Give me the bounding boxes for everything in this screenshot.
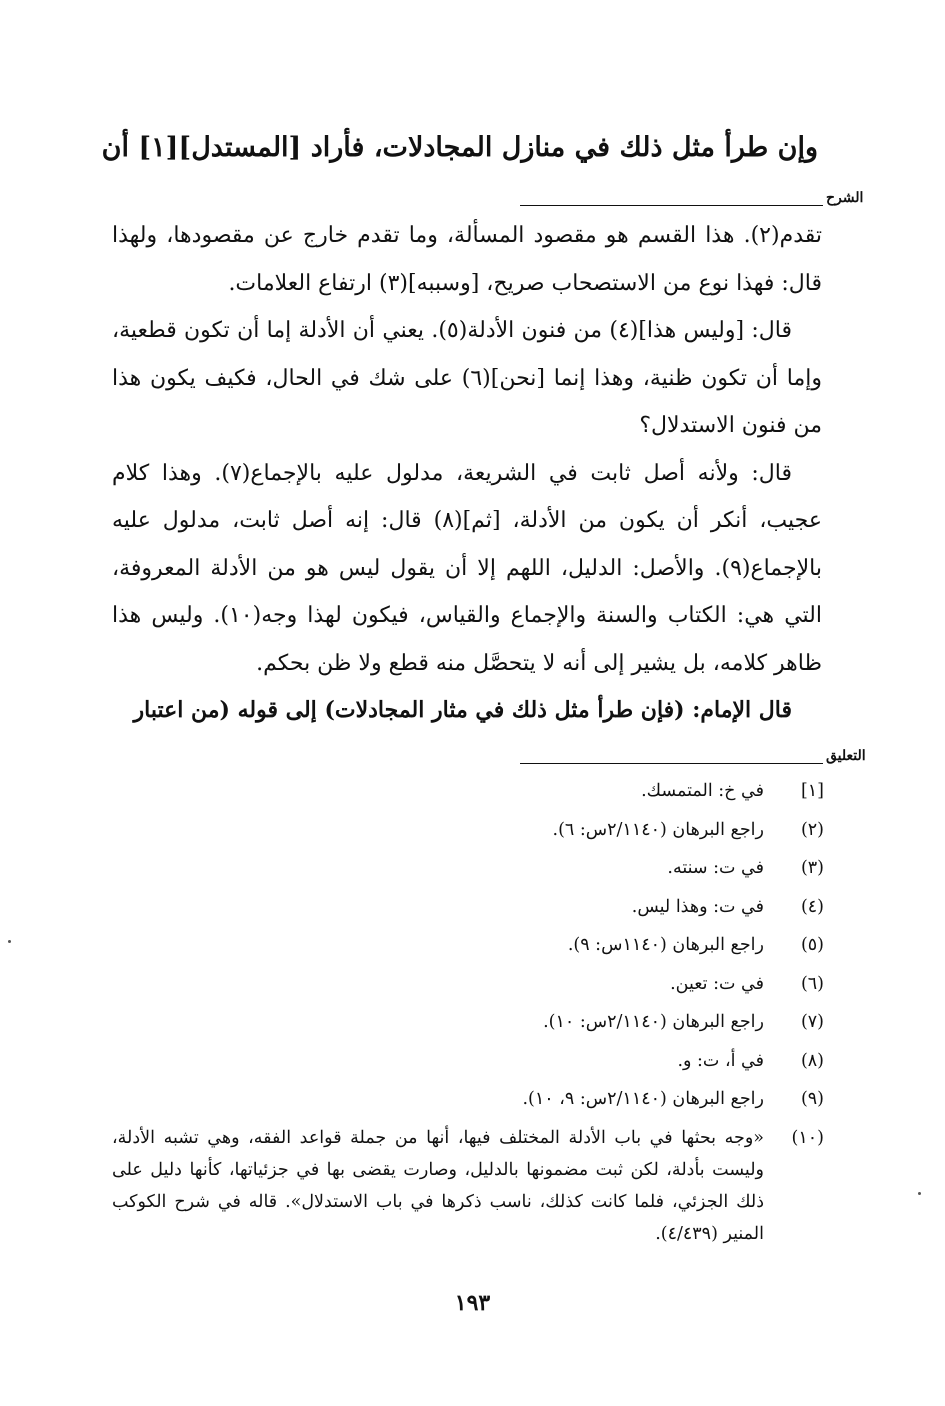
footnote-number: (٣) (800, 858, 824, 878)
footnote-number: (٩) (800, 1089, 824, 1109)
footnote (112, 1042, 824, 1081)
footnote (112, 926, 824, 965)
footnote-number: (٥) (800, 935, 824, 955)
footnote (112, 1080, 824, 1119)
footnote-text: «وجه بحثها في باب الأدلة المختلف فيها، أنها من جملة قواعد الفقه، وهي تشبه الأدلة، وليست بأدلة، لكن ثبت مضمونها بالدليل، وصارت يقضى بها في جزئياتها، كأنها دليل على ذلك الجزئي، فلما كانت كذلك، ناسب ذكرها في باب الاستدلال». قاله في شرح الكوكب المنير (٤/٤٣٩). (112, 1127, 764, 1244)
footnote-text: في ت: وهذا ليس. (631, 896, 764, 917)
footnote (112, 772, 824, 811)
footnote-number: (٢) (800, 819, 824, 840)
footnote-text: راجع البرهان (٢/١١٤٠س: ٩، ١٠). (522, 1089, 764, 1109)
footnote-number: (٨) (800, 1050, 824, 1071)
footnote-text: في ت: سنته. (667, 858, 764, 878)
taliq-divider (520, 763, 823, 764)
sharh-label: الشرح (826, 190, 864, 206)
taliq-label: التعليق (826, 748, 866, 764)
footnote-text: في أ، ت: و. (677, 1050, 764, 1071)
footnote-number: (٦) (800, 973, 824, 994)
page-number: ١٩٣ (454, 1290, 491, 1316)
footnote-text: في ت: تعين. (670, 973, 764, 994)
scan-speck (8, 940, 11, 943)
scan-speck (918, 1192, 921, 1195)
commentary-section (112, 212, 822, 735)
commentary-paragraph: تقدم(٢). هذا القسم هو مقصود المسألة، وما تقدم خارج عن مقصودها، ولهذا قال: فهذا نوع من الاستصحاب صريح، [وسببه](٣) ارتفاع العلامات. (112, 223, 822, 296)
footnote (112, 849, 824, 888)
footnote-number: [١] (800, 781, 824, 801)
footnote (112, 811, 824, 850)
footnote-number: (٧) (800, 1012, 824, 1032)
footnote-text: راجع البرهان (٢/١١٤٠س: ١٠). (543, 1012, 764, 1032)
footnote-number: (٤) (800, 896, 824, 917)
main-text-line: وإن طرأ مثل ذلك في منازل المجادلات، فأراد [المستدل][١] أن (101, 132, 818, 163)
footnote-text: راجع البرهان (٢/١١٤٠س: ٦). (552, 819, 764, 840)
sharh-divider (520, 205, 823, 206)
commentary-paragraph: قال الإمام: (فإن طرأ مثل ذلك في مثار المجادلات) إلى قوله (من اعتبار (133, 697, 792, 723)
footnotes-section (112, 772, 824, 1250)
footnote-number: (١٠) (791, 1127, 824, 1148)
commentary-paragraph: قال: [وليس هذا](٤) من فنون الأدلة(٥). يعني أن الأدلة إما أن تكون قطعية، وإما أن تكون ظنية، وهذا إنما [نحن](٦) على شك في الحال، فكيف يكون هذا من فنون الاستدلال؟ (112, 318, 822, 438)
footnote (112, 888, 824, 927)
footnote-text: في خ: المتمسك. (641, 781, 764, 801)
commentary-paragraph: قال: ولأنه أصل ثابت في الشريعة، مدلول عليه بالإجماع(٧). وهذا كلام عجيب، أنكر أن يكون من الأدلة، [ثم](٨) قال: إنه أصل ثابت، مدلول عليه بالإجماع(٩). والأصل: الدليل، اللهم إلا أن يقول ليس هو من الأدلة المعروفة، التي هي: الكتاب والسنة والإجماع والقياس، فيكون لهذا وجه(١٠). وليس هذا ظاهر كلامه، بل يشير إلى أنه لا يتحصَّل منه قطع ولا ظن بحكم. (112, 460, 822, 676)
footnote (112, 965, 824, 1004)
footnote (112, 1003, 824, 1042)
footnote (112, 1119, 824, 1250)
footnote-text: راجع البرهان (١١٤٠س: ٩). (567, 935, 764, 955)
